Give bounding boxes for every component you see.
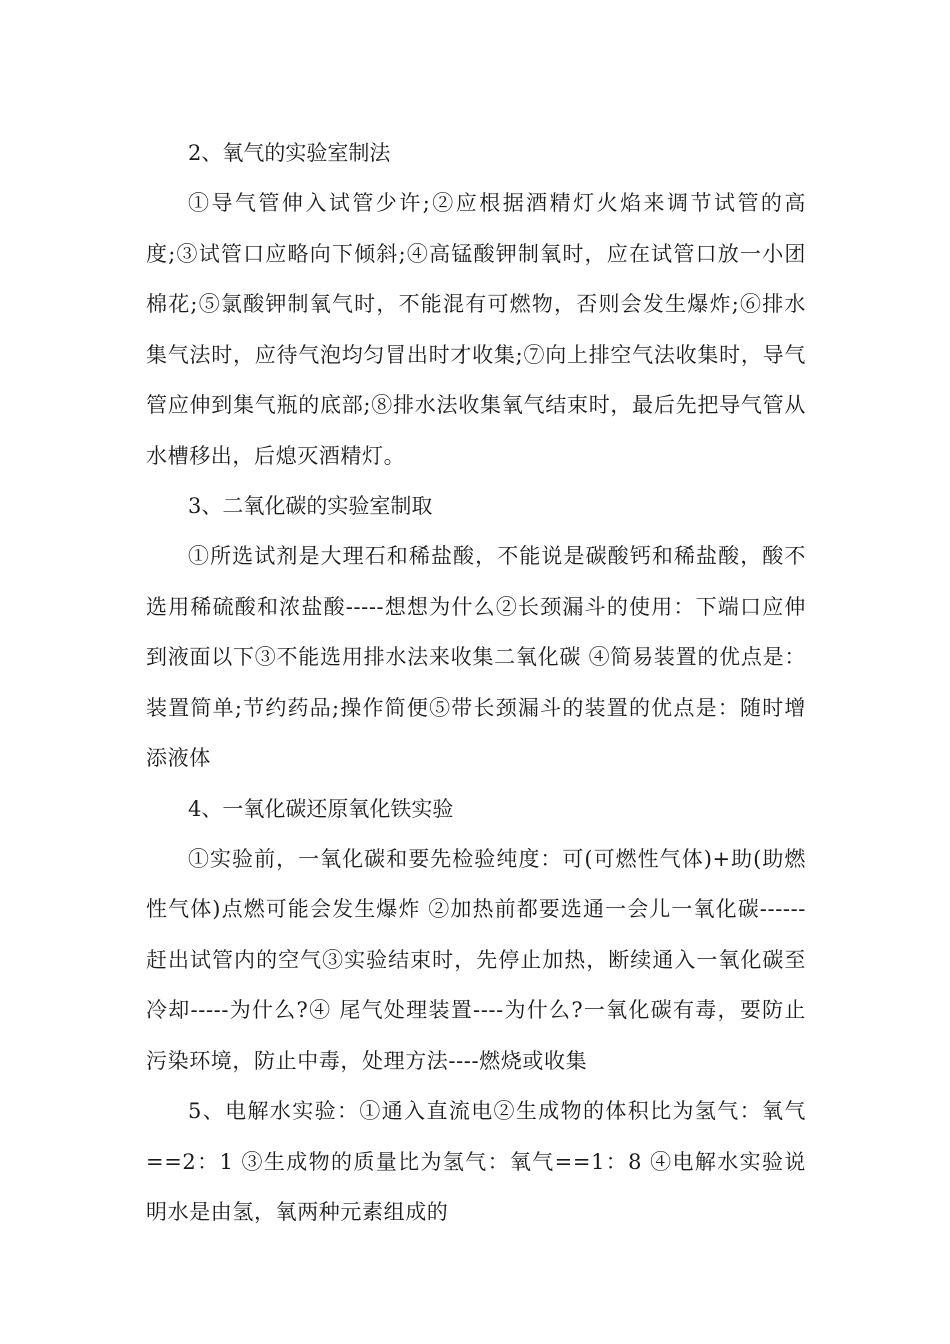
- section-body-carbon-dioxide-preparation: ①所选试剂是大理石和稀盐酸，不能说是碳酸钙和稀盐酸，酸不选用稀硫酸和浓盐酸-----想想为什么②长颈漏斗的使用：下端口应伸到液面以下③不能选用排水法来收集二氧化碳 ④简易装置的优点是：装置简单;节约药品;操作简便⑤带长颈漏斗的装置的优点是：随时增添液体: [146, 544, 806, 770]
- section-body-co-reduces-iron-oxide: ①实验前，一氧化碳和要先检验纯度：可(可燃性气体)+助(助燃性气体)点燃可能会发生爆炸 ②加热前都要选通一会儿一氧化碳------赶出试管内的空气③实验结束时，先停止加热，断续通入一氧化碳至冷却-----为什么?④ 尾气处理装置----为什么?一氧化碳有毒，要防止污染环境，防止中毒，处理方法----燃烧或收集: [146, 846, 806, 1073]
- section-heading-carbon-dioxide-preparation: 3、二氧化碳的实验室制取: [188, 494, 433, 518]
- section-heading-co-reduces-iron-oxide: 4、一氧化碳还原氧化铁实验: [188, 796, 454, 821]
- section-heading-oxygen-preparation: 2、氧气的实验室制法: [188, 141, 391, 165]
- section-body-water-electrolysis: 5、电解水实验：①通入直流电②生成物的体积比为氢气：氧气==2：1 ③生成物的质量比为氢气：氧气==1：8 ④电解水实验说明水是由氢，氧两种元素组成的: [146, 1099, 806, 1224]
- document-content: [146, 128, 806, 1238]
- section-body-oxygen-preparation: ①导气管伸入试管少许;②应根据酒精灯火焰来调节试管的高度;③试管口应略向下倾斜;④高锰酸钾制氧时，应在试管口放一小团棉花;⑤氯酸钾制氧气时，不能混有可燃物，否则会发生爆炸;⑥排水集气法时，应待气泡均匀冒出时才收集;⑦向上排空气法收集时，导气管应伸到集气瓶的底部;⑧排水法收集氧气结束时，最后先把导气管从水槽移出，后熄灭酒精灯。: [146, 191, 806, 468]
